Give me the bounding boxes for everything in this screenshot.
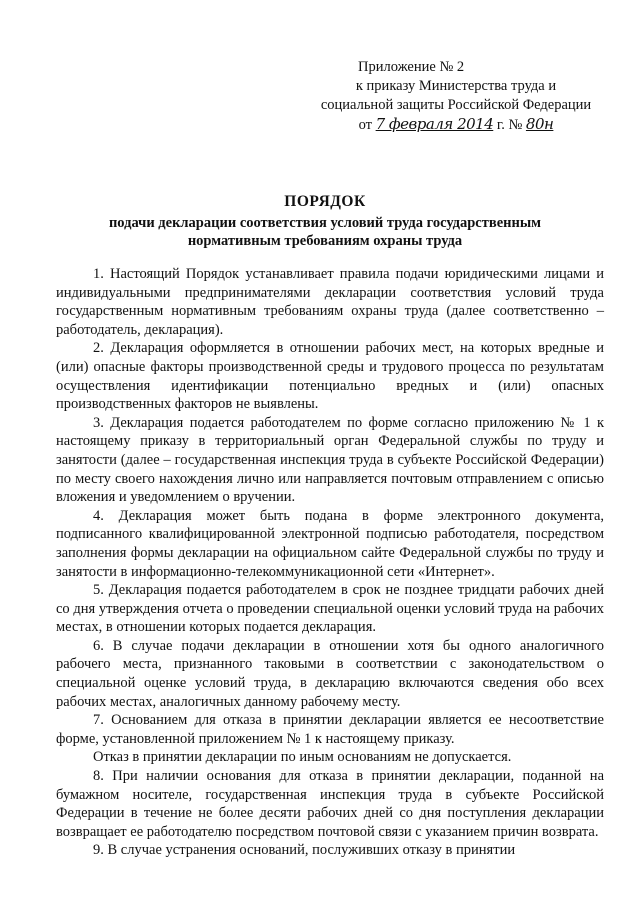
handwritten-date: 7 февраля 2014: [375, 115, 494, 133]
paragraph-4: 4. Декларация может быть подана в форме электронного документа, подписанного квалифицированной электронной подписью работодателя, посредством заполнения формы декларации на официальном сайте Федеральной службы по труду и занятости в информационно-телекоммуникационной сети «Интернет».: [56, 507, 604, 580]
paragraph-8: 8. При наличии основания для отказа в принятии декларации, поданной на бумажном носителе, государственная инспекция труда в субъекте Российской Федерации в течение не более десяти рабочих дней со дня поступления декларации возвращает ее работодателю посредством почтовой связи с указанием причин возврата.: [56, 768, 604, 840]
paragraph-5: 5. Декларация подается работодателем в срок не позднее тридцати рабочих дней со дня утверждения отчета о проведении специальной оценки условий труда на рабочих местах, в отношении которых подается декларация.: [56, 582, 604, 636]
document-title: [70, 193, 580, 250]
order-date-line: [300, 115, 612, 135]
paragraph-3: 3. Декларация подается работодателем по форме согласно приложению № 1 к настоящему приказу в территориальный орган Федеральной службы по труду и занятости (далее – государственная инспекция труда в субъекте Российской Федерации) по месту своего нахождения лично или направляется почтовым отправлением с описью вложения и уведомлением о вручении.: [56, 414, 604, 506]
paragraph-7: 7. Основанием для отказа в принятии декларации является ее несоответствие форме, установленной приложением № 1 к настоящему приказу.: [56, 712, 604, 747]
document-body: [56, 265, 604, 860]
ministry-name: социальной защиты Российской Федерации: [320, 97, 592, 113]
paragraph-7-note: Отказ в принятии декларации по иным основаниям не допускается.: [93, 749, 512, 766]
paragraph-6: 6. В случае подачи декларации в отношении хотя бы одного аналогичного рабочего места, признанного таковыми в соответствии с законодательством о специальной оценке условий труда, в декларацию включаются сведения обо всех рабочих местах, аналогичных данному рабочему месту.: [56, 637, 604, 710]
date-prefix: от: [358, 117, 372, 133]
order-reference: к приказу Министерства труда и: [355, 78, 557, 94]
title-subtitle-line-1: подачи декларации соответствия условий труда государственным: [108, 215, 542, 231]
paragraph-2: 2. Декларация оформляется в отношении рабочих мест, на которых вредные и (или) опасные факторы производственной среды и трудового процесса по результатам осуществления идентификации потенциально вредных и (или) опасных производственных факторов не выявлены.: [56, 340, 604, 413]
paragraph-9: 9. В случае устранения оснований, послуживших отказу в принятии: [93, 842, 516, 859]
date-year-suffix: г. №: [496, 117, 523, 133]
appendix-header: [300, 58, 612, 135]
title-subtitle-line-2: нормативным требованиям охраны труда: [187, 233, 463, 249]
appendix-number: Приложение № 2: [358, 59, 465, 75]
handwritten-number: 80н: [525, 115, 554, 133]
paragraph-1: 1. Настоящий Порядок устанавливает правила подачи юридическими лицами и индивидуальными предпринимателями декларации соответствия условий труда государственным нормативным требованиям охраны труда (далее соответственно – работодатель, декларация).: [56, 266, 604, 338]
title-main: ПОРЯДОК: [284, 193, 366, 210]
